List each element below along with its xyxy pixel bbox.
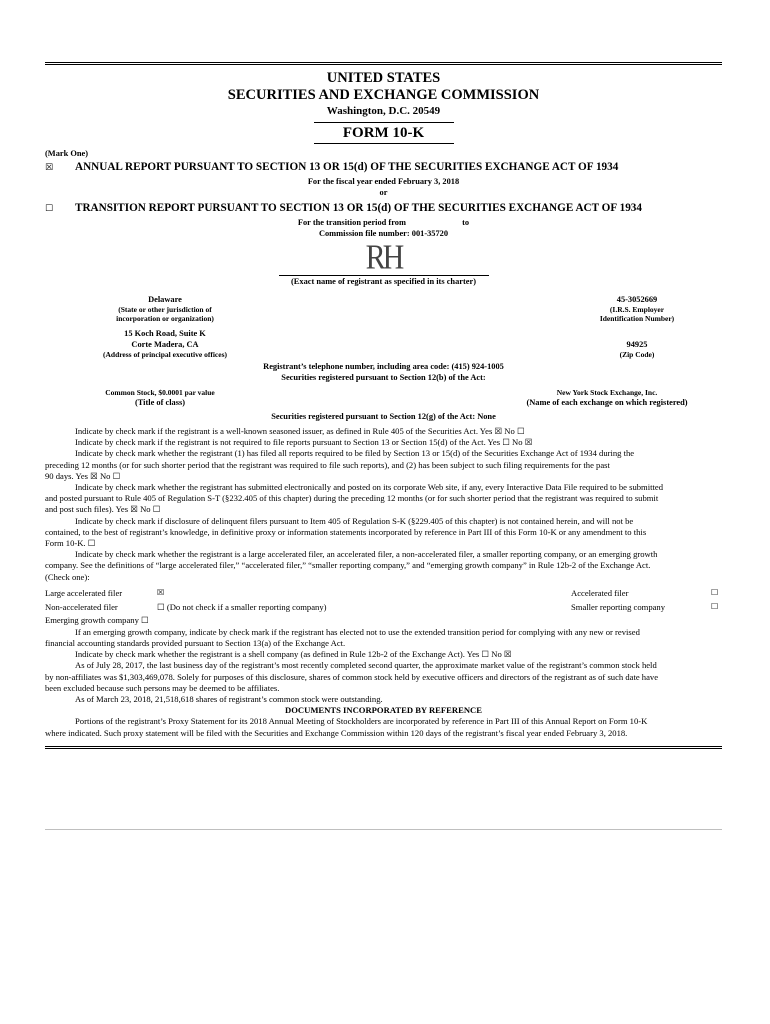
seasoned-issuer: Indicate by check mark if the registrant is a well-known seasoned issuer, as defined in Rule 405 of the Securities Act. Yes ☒ No ☐ — [75, 426, 525, 436]
shares-outstanding: As of March 23, 2018, 21,518,618 shares of registrant’s common stock were outstanding. — [75, 694, 383, 705]
smaller-reporting-checkbox[interactable]: ☐ — [711, 601, 719, 611]
emerging-growth[interactable]: Emerging growth company ☐ — [45, 614, 149, 625]
electronic-2: and posted pursuant to Rule 405 of Regulation S-T (§232.405 of this chapter) during the preceding 12 months (or for such shorter period that the registrant was required to submit — [45, 493, 659, 504]
zip-block — [552, 328, 722, 359]
transition-checkbox[interactable]: ☐ — [45, 204, 54, 214]
form-rule-bottom — [314, 143, 454, 144]
non-accelerated-label: Non-accelerated filer — [45, 601, 118, 612]
delinquent-3: Form 10-K. ☐ — [45, 538, 96, 549]
mark-one: (Mark One) — [45, 149, 89, 158]
filer-row-2 — [45, 600, 722, 614]
exchange-block — [492, 388, 722, 408]
indicators — [45, 426, 722, 583]
address-block — [45, 328, 285, 359]
transition-to: to — [462, 218, 470, 227]
state-caption-2: incorporation or organization) — [116, 314, 214, 323]
irs-caption-1: (I.R.S. Employer — [609, 305, 665, 314]
delinquent-1: Indicate by check mark if disclosure of delinquent filers pursuant to Item 405 of Regulation S-K (§229.405 of this chapter) is not contained herein, and will not be — [75, 515, 634, 526]
exchange-name: New York Stock Exchange, Inc. — [556, 388, 658, 397]
proxy-2: where indicated. Such proxy statement will be filed with the Securities and Exchange Commission within 120 days of the registrant’s fiscal year ended February 3, 2018. — [45, 727, 628, 738]
egc-1: If an emerging growth company, indicate by check mark if the registrant has elected not to use the extended transition period for complying with any new or revised — [75, 626, 640, 637]
not-required: Indicate by check mark if the registrant is not required to file reports pursuant to Section 13 or Section 15(d) of the Act. Yes ☐ No ☒ — [75, 437, 533, 448]
electronic-1: Indicate by check mark whether the registrant has submitted electronically and posted on its corporate Web site, if any, every Interactive Data File required to be submitted — [75, 482, 664, 493]
filed-all-1: Indicate by check mark whether the registrant (1) has filed all reports required to be filed by Section 13 or 15(d) of the Securities Exchange Act of 1934 during the — [75, 448, 635, 459]
section-12b: Securities registered pursuant to Section 12(b) of the Act: — [281, 373, 486, 382]
electronic-3: and post such files). Yes ☒ No ☐ — [45, 504, 161, 515]
irs-value: 45-3052669 — [616, 295, 658, 304]
accelerated-label: Accelerated filer — [571, 587, 629, 598]
class-caption: (Title of class) — [134, 398, 186, 407]
zip-caption: (Zip Code) — [619, 350, 655, 359]
accelerated-3: (Check one): — [45, 571, 90, 582]
transition-report-text: TRANSITION REPORT PURSUANT TO SECTION 13 OR 15(d) OF THE SECURITIES EXCHANGE ACT OF 1934 — [75, 202, 642, 214]
smaller-reporting-label: Smaller reporting company — [571, 601, 666, 612]
annual-report-line — [45, 161, 722, 173]
annual-report-text: ANNUAL REPORT PURSUANT TO SECTION 13 OR 15(d) OF THE SECURITIES EXCHANGE ACT OF 1934 — [75, 161, 619, 173]
non-accelerated-note[interactable]: ☐ (Do not check if a smaller reporting company) — [157, 601, 327, 612]
documents-heading: DOCUMENTS INCORPORATED BY REFERENCE — [285, 705, 482, 716]
fiscal-year: For the fiscal year ended February 3, 2018 — [307, 177, 460, 186]
accelerated-2: company. See the definitions of “large accelerated filer,” “accelerated filer,” “smaller reporting company,” and “emerging growth company” in Rule 12b-2 of the Exchange Act. — [45, 560, 651, 571]
commission-number: Commission file number: 001-35720 — [318, 229, 449, 238]
closing-paragraphs — [45, 627, 722, 739]
address-line-1: 15 Koch Road, Suite K — [124, 329, 206, 338]
transition-report-line — [45, 202, 722, 214]
state-value: Delaware — [148, 295, 182, 304]
state-caption-1: (State or other jurisdiction of — [118, 305, 212, 314]
egc-2: financial accounting standards provided pursuant to Section 13(a) of the Exchange Act. — [45, 638, 346, 649]
state-irs-row — [45, 294, 722, 323]
market-value-3: been excluded because such persons may be deemed to be affiliates. — [45, 682, 280, 693]
security-row — [45, 388, 722, 408]
zip-value: 94925 — [626, 340, 648, 349]
filer-status — [45, 586, 722, 626]
rh-logo: RH — [365, 238, 402, 277]
large-accelerated-label: Large accelerated filer — [45, 587, 123, 598]
transition-period — [45, 217, 722, 228]
delinquent-2: contained, to the best of registrant’s knowledge, in definitive proxy or information statements incorporated by reference in Part III of this Form 10-K or any amendment to this — [45, 526, 647, 537]
filed-all-3: 90 days. Yes ☒ No ☐ — [45, 470, 121, 481]
accelerated-1: Indicate by check mark whether the registrant is a large accelerated filer, an accelerated filer, a non-accelerated filer, a smaller reporting company, or an emerging growth — [75, 549, 658, 560]
registrant-name-caption: (Exact name of registrant as specified in its charter) — [291, 277, 476, 286]
address-zip-row — [45, 328, 722, 359]
filer-row-1 — [45, 586, 722, 600]
exchange-caption: (Name of each exchange on which registered) — [526, 398, 688, 407]
address-line-2: Corte Madera, CA — [131, 340, 199, 349]
irs-caption-2: Identification Number) — [599, 314, 675, 323]
transition-from: For the transition period from — [297, 218, 406, 227]
page-footer-rule — [45, 829, 722, 830]
filed-all-2: preceding 12 months (or for such shorter period that the registrant was required to file such reports), and (2) has been subject to such filing requirements for the past — [45, 459, 610, 470]
form-10k-cover — [45, 62, 722, 749]
proxy-1: Portions of the registrant’s Proxy Statement for its 2018 Annual Meeting of Stockholders are incorporated by reference in Part III of this Annual Report on Form 10-K — [75, 716, 648, 727]
market-value-2: by non-affiliates was $1,303,469,078. Solely for purposes of this disclosure, shares of common stock held by executive officers and directors of the registrant as of such date have — [45, 671, 659, 682]
market-value-1: As of July 28, 2017, the last business day of the registrant’s most recently completed second quarter, the approximate market value of the registrant’s common stock held — [75, 660, 657, 671]
address-caption: (Address of principal executive offices) — [102, 350, 227, 359]
location: Washington, D.C. 20549 — [326, 105, 441, 117]
accelerated-checkbox[interactable]: ☐ — [711, 587, 719, 597]
form-title: FORM 10-K — [342, 125, 425, 141]
title-united-states: UNITED STATES — [326, 70, 441, 86]
telephone: Registrant’s telephone number, including area code: (415) 924-1005 — [263, 362, 504, 371]
section-12g: Securities registered pursuant to Section 12(g) of the Act: None — [271, 412, 496, 421]
bottom-double-rule — [45, 746, 722, 749]
title-sec: SECURITIES AND EXCHANGE COMMISSION — [227, 87, 540, 103]
shell-company: Indicate by check mark whether the registrant is a shell company (as defined in Rule 12b-2 of the Exchange Act). Yes ☐ No ☒ — [75, 649, 512, 660]
state-block — [45, 294, 285, 323]
irs-block — [552, 294, 722, 323]
or-text: or — [379, 188, 388, 197]
large-accelerated-checkbox[interactable]: ☒ — [157, 587, 165, 597]
annual-checkbox[interactable]: ☒ — [45, 163, 54, 173]
class-block — [45, 388, 275, 408]
top-rule — [45, 62, 722, 65]
security-class: Common Stock, $0.0001 par value — [105, 388, 215, 397]
